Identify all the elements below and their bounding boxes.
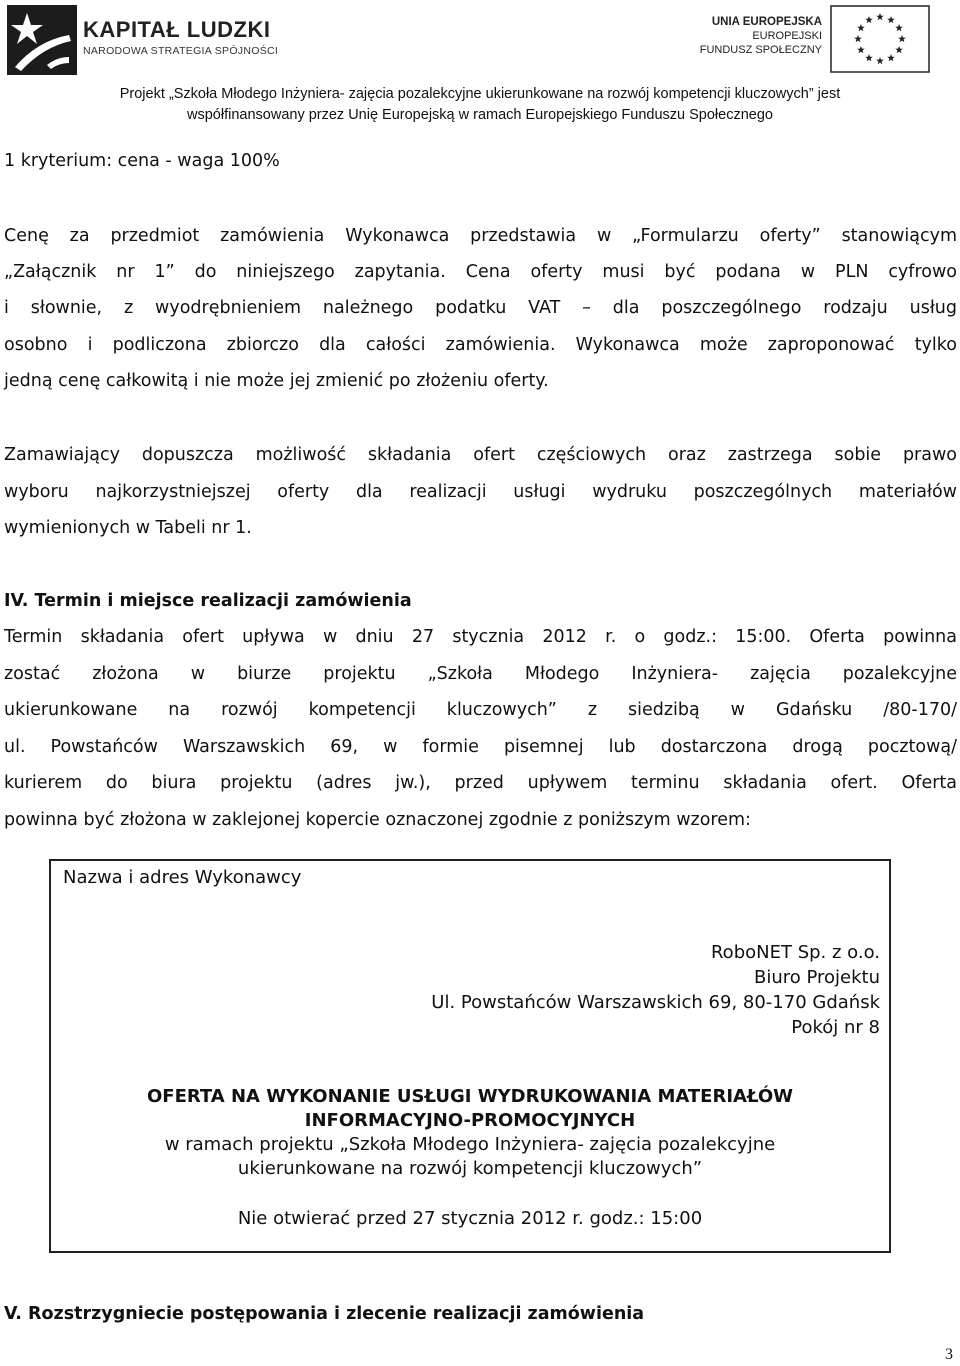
envelope-project-name xyxy=(51,1133,889,1181)
paragraph-partial-line-3: wymienionych w Tabeli nr 1. xyxy=(4,518,252,538)
address-line: RoboNET Sp. z o.o. xyxy=(710,942,880,963)
project-name-line-2: ukierunkowane na rozwój kompetencji kluczowych” xyxy=(237,1158,703,1179)
document-header xyxy=(0,0,960,135)
kapital-ludzki-emblem-icon xyxy=(7,5,77,75)
envelope-sender-label: Nazwa i adres Wykonawcy xyxy=(63,867,302,888)
eu-logo-text xyxy=(700,15,822,57)
paragraph-partial-line-1: Zamawiający dopuszcza możliwość składania ofert częściowych oraz zastrzega sobie prawo xyxy=(4,445,957,465)
kapital-ludzki-subtitle: NARODOWA STRATEGIA SPÓJNOŚCI xyxy=(83,45,279,57)
address-line: Biuro Projektu xyxy=(753,967,880,988)
paragraph-price-line-2: „Załącznik nr 1” do niniejszego zapytania. Cena oferty musi być podana w PLN cyfrowo xyxy=(4,262,957,282)
paragraph-price-line-1: Cenę za przedmiot zamówienia Wykonawca przedstawia w „Formularzu oferty” stanowiącym xyxy=(4,226,957,246)
address-line: Ul. Powstańców Warszawskich 69, 80-170 Gdańsk xyxy=(431,992,880,1013)
eu-line-1: UNIA EUROPEJSKA xyxy=(711,16,822,28)
paragraph-deadline-line-3: ukierunkowane na rozwój kompetencji kluczowych” z siedzibą w Gdańsku /80-170/ xyxy=(4,700,957,720)
paragraph-deadline-line-4: ul. Powstańców Warszawskich 69, w formie pisemnej lub dostarczona drogą pocztową/ xyxy=(4,737,957,757)
project-statement-line-1: Projekt „Szkoła Młodego Inżyniera- zajęcia pozalekcyjne ukierunkowane na rozwój kompetencji kluczowych” jest xyxy=(119,86,841,102)
paragraph-partial-line-2: wyboru najkorzystniejszej oferty dla realizacji usługi wydruku poszczególnych materiałów xyxy=(4,482,957,502)
paragraph-deadline-line-6: powinna być złożona w zaklejonej kopercie oznaczonej zgodnie z poniższym wzorem: xyxy=(4,810,751,830)
paragraph-price-line-5: jedną cenę całkowitą i nie może jej zmienić po złożeniu oferty. xyxy=(4,371,549,391)
criterion-line: 1 kryterium: cena - waga 100% xyxy=(4,151,280,171)
paragraph-deadline-line-1: Termin składania ofert upływa w dniu 27 stycznia 2012 r. o godz.: 15:00. Oferta powinna xyxy=(4,627,957,647)
eu-line-2: EUROPEJSKI xyxy=(752,30,822,42)
section-5-heading: V. Rozstrzygniecie postępowania i zlecenie realizacji zamówienia xyxy=(4,1304,645,1324)
offer-title-line-2: INFORMACYJNO-PROMOCYJNYCH xyxy=(304,1110,636,1131)
eu-line-3: FUNDUSZ SPOŁECZNY xyxy=(699,44,822,56)
paragraph-price-line-3: i słownie, z wyodrębnieniem należnego podatku VAT – dla poszczególnego rodzaju usług xyxy=(4,298,957,318)
kapital-ludzki-logo-text: KAPITAŁ LUDZKI xyxy=(83,17,271,42)
project-name-line-1: w ramach projektu „Szkoła Młodego Inżyniera- zajęcia pozalekcyjne xyxy=(164,1134,776,1155)
offer-title-line-1: OFERTA NA WYKONANIE USŁUGI WYDRUKOWANIA MATERIAŁÓW xyxy=(146,1086,794,1107)
envelope-do-not-open-note: Nie otwierać przed 27 stycznia 2012 r. godz.: 15:00 xyxy=(237,1208,703,1229)
envelope-template-box xyxy=(49,859,891,1253)
envelope-offer-title xyxy=(51,1085,889,1133)
paragraph-deadline-line-5: kurierem do biura projektu (adres jw.), przed upływem terminu składania ofert. Oferta xyxy=(4,773,957,793)
address-line: Pokój nr 8 xyxy=(791,1017,880,1038)
page-number: 3 xyxy=(945,1346,953,1363)
project-statement-line-2: współfinansowany przez Unię Europejską w ramach Europejskiego Funduszu Społecznego xyxy=(187,107,773,123)
envelope-recipient-address xyxy=(431,940,880,1040)
eu-flag-icon xyxy=(830,5,930,73)
section-4-heading: IV. Termin i miejsce realizacji zamówienia xyxy=(4,591,412,611)
paragraph-price-line-4: osobno i podliczona zbiorczo dla całości zamówienia. Wykonawca może zaproponować tylko xyxy=(4,335,957,355)
paragraph-deadline-line-2: zostać złożona w biurze projektu „Szkoła Młodego Inżyniera- zajęcia pozalekcyjne xyxy=(4,664,957,684)
